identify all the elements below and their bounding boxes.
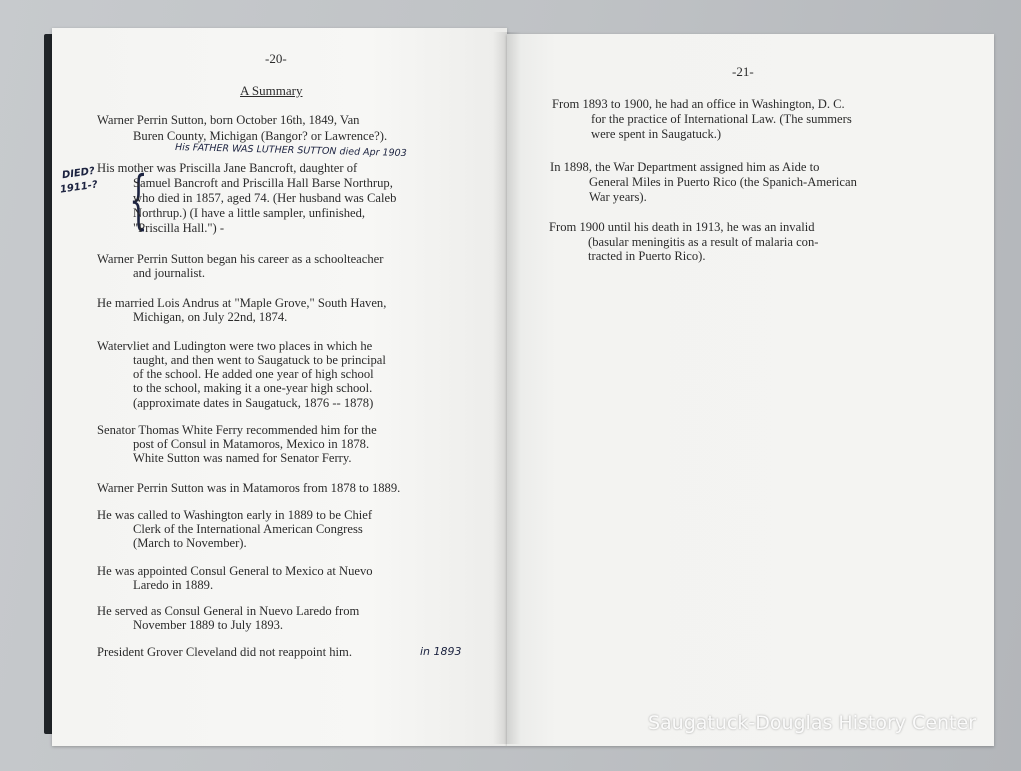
text-line: November 1889 to July 1893. xyxy=(133,618,284,632)
text-line: He married Lois Andrus at "Maple Grove," South Haven, xyxy=(97,296,387,310)
text-line: taught, and then went to Saugatuck to be principal xyxy=(133,353,386,367)
text-line: In 1898, the War Department assigned him as Aide to xyxy=(550,160,820,174)
text-line: Clerk of the International American Congress xyxy=(133,522,363,536)
text-line: to the school, making it a one-year high school. xyxy=(133,381,373,395)
text-line: Samuel Bancroft and Priscilla Hall Barse Northrup, xyxy=(133,176,393,190)
handwritten-brace: { xyxy=(129,163,148,237)
text-line: From 1900 until his death in 1913, he was an invalid xyxy=(549,220,815,234)
text-line: (March to November). xyxy=(133,536,247,550)
left-page-number: -20- xyxy=(265,51,287,66)
text-line: Warner Perrin Sutton began his career as a schoolteacher xyxy=(97,252,384,266)
text-line: Buren County, Michigan (Bangor? or Lawrence?). xyxy=(133,129,388,143)
text-line: were spent in Saugatuck.) xyxy=(591,127,722,141)
text-line: General Miles in Puerto Rico (the Spanich-American xyxy=(589,175,857,189)
text-line: Michigan, on July 22nd, 1874. xyxy=(133,310,288,324)
text-line: He was appointed Consul General to Mexico at Nuevo xyxy=(97,564,373,578)
text-line: Warner Perrin Sutton, born October 16th, 1849, Van xyxy=(97,113,360,127)
text-line: (approximate dates in Saugatuck, 1876 -- 1878) xyxy=(133,396,374,410)
text-line: Senator Thomas White Ferry recommended him for the xyxy=(97,423,377,437)
booklet-gutter xyxy=(493,32,521,744)
handwritten-died-note: 1911-? xyxy=(59,179,99,196)
text-line: of the school. He added one year of high school xyxy=(133,367,374,381)
text-line: His mother was Priscilla Jane Bancroft, daughter of xyxy=(97,161,358,175)
text-line: post of Consul in Matamoros, Mexico in 1878. xyxy=(133,437,370,451)
text-line: He was called to Washington early in 1889 to be Chief xyxy=(97,508,373,522)
text-line: tracted in Puerto Rico). xyxy=(588,249,706,263)
text-line: Laredo in 1889. xyxy=(133,578,214,592)
handwritten-year-note: in 1893 xyxy=(420,645,462,658)
text-line: From 1893 to 1900, he had an office in Washington, D. C. xyxy=(552,97,845,111)
text-line: for the practice of International Law. (The summers xyxy=(591,112,852,126)
handwritten-died-note: DIED? xyxy=(61,165,96,182)
text-line: (basular meningitis as a result of malaria con- xyxy=(588,235,819,249)
text-line: He served as Consul General in Nuevo Laredo from xyxy=(97,604,360,618)
text-line: White Sutton was named for Senator Ferry. xyxy=(133,451,352,465)
text-line: War years). xyxy=(589,190,647,204)
right-page-number: -21- xyxy=(732,64,754,79)
handwritten-father-note: His FATHER WAS LUTHER SUTTON died Apr 1903 xyxy=(174,141,407,160)
text-line: who died in 1857, aged 74. (Her husband was Caleb xyxy=(133,191,397,205)
text-line: "Priscilla Hall.") - xyxy=(133,221,225,235)
watermark-logo-text: Saugatuck-Douglas History Center xyxy=(647,712,976,734)
text-line: President Grover Cleveland did not reappoint him. xyxy=(97,645,352,659)
text-line: Warner Perrin Sutton was in Matamoros from 1878 to 1889. xyxy=(97,481,401,495)
text-line: Watervliet and Ludington were two places in which he xyxy=(97,339,373,353)
summary-heading: A Summary xyxy=(240,83,303,98)
text-line: and journalist. xyxy=(133,266,206,280)
text-line: Northrup.) (I have a little sampler, unfinished, xyxy=(133,206,366,220)
